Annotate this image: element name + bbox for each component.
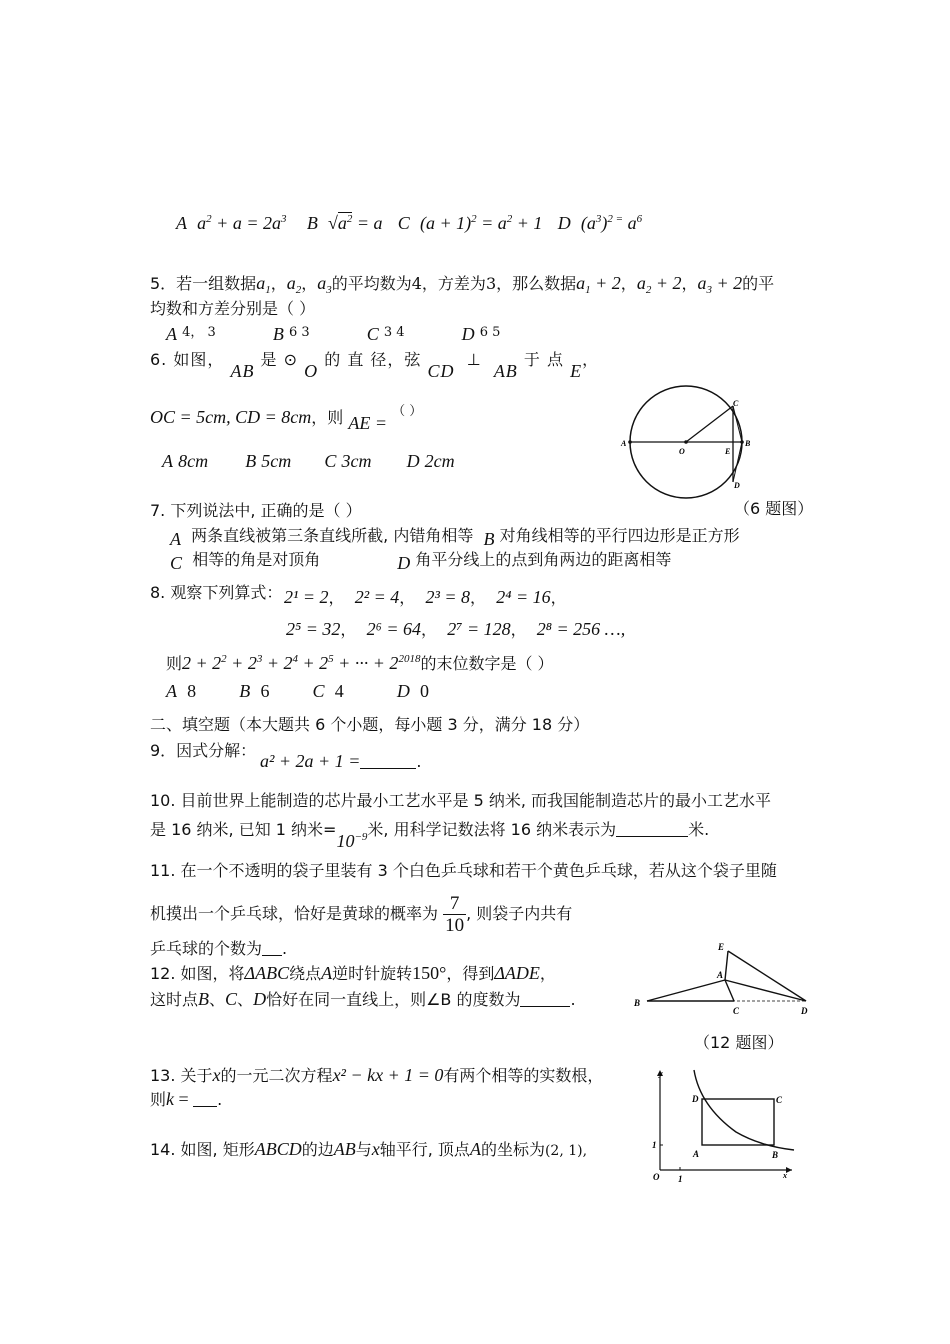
- q11-answer-blank[interactable]: [262, 941, 282, 956]
- q11-fraction: $\frac{7}{10}$: [445, 893, 465, 936]
- q13-line2: 则k = .: [150, 1089, 223, 1109]
- fig12-label-B: B: [634, 998, 641, 1008]
- fig14-label-1y: 1: [652, 1140, 657, 1150]
- q9-expr: a² + 2a + 1 = .: [260, 751, 422, 771]
- q11-line2: 机摸出一个乒乓球，恰好是黄球的概率为 $\frac{7}{10}$ , 则袋子内共有: [150, 893, 573, 936]
- q9-answer-blank[interactable]: [360, 754, 416, 769]
- fig14-label-1x: 1: [678, 1174, 683, 1184]
- fig6-label-C: C: [733, 399, 739, 408]
- q8-stem: 8. 观察下列算式：: [150, 583, 283, 602]
- q11-line3: 乒乓球的个数为 .: [150, 939, 288, 958]
- fig6-label-E: E: [725, 447, 731, 456]
- fig14-label-O: O: [653, 1172, 660, 1182]
- fig14-label-C: C: [776, 1095, 783, 1105]
- q5-options: A $^{4, 3}$ B $^{6 3}$ C $^{3 4}$ D $^{6 5}$: [166, 324, 501, 344]
- figure-12-caption: （12 题图）: [694, 1033, 784, 1052]
- q8-row2: 2⁵ = 32， 2⁶ = 64， 2⁷ = 128， 2⁸ = 256 …,: [286, 619, 626, 639]
- q10-line2: 是 16 纳米, 已知 1 纳米$=10^{-9}$米, 用科学记数法将 16 纳米表示为 米.: [150, 820, 710, 851]
- figure-6-circle: [616, 384, 766, 506]
- q12-line2: 这时点B、C、D恰好在同一直线上，则∠B 的度数为 .: [150, 989, 576, 1009]
- q6-condition: OC = 5cm, CD = 8cm，则 AE = （ ）: [150, 404, 423, 433]
- q7-stem: 7. 下列说法中, 正确的是（ ）: [150, 501, 362, 520]
- fig6-label-O: O: [679, 447, 685, 456]
- q10-line1: 10. 目前世界上能制造的芯片最小工艺水平是 5 纳米, 而我国能制造芯片的最小工艺水平: [150, 791, 772, 810]
- q8-options: A 8 B 6 C 4 D 0: [166, 681, 429, 701]
- q8-row1: 2¹ = 2， 2² = 4， 2³ = 8， 2⁴ = 16，: [284, 587, 567, 607]
- fig12-label-D: D: [801, 1006, 808, 1016]
- q12-line1: 12. 如图，将ΔABC绕点A逆时针旋转150°，得到ΔADE，: [150, 963, 556, 983]
- q7-options-cd: C 相等的角是对顶角 D 角平分线上的点到角两边的距离相等: [170, 550, 672, 573]
- fig12-label-A: A: [717, 970, 724, 980]
- q12-answer-blank[interactable]: [520, 992, 570, 1007]
- q8-question: 则$2 + 2^2 + 2^3 + 2^4 + 2^5$ + ··· + $2^{2018}$的末位数字是（ ）: [166, 653, 554, 673]
- fig12-label-E: E: [718, 942, 725, 952]
- q7-options-ab: A 两条直线被第三条直线所截, 内错角相等 B 对角线相等的平行四边形是正方形: [170, 526, 740, 549]
- fig14-label-x: x: [783, 1171, 787, 1180]
- fig6-label-B: B: [745, 439, 751, 448]
- q10-answer-blank[interactable]: [616, 822, 688, 837]
- figure-6-caption: （6 题图）: [734, 499, 814, 518]
- fig14-label-B: B: [772, 1150, 779, 1160]
- fig14-label-A: A: [693, 1149, 700, 1159]
- fig6-label-D: D: [734, 481, 740, 490]
- q5-line2: 均数和方差分别是（ ）: [150, 299, 316, 318]
- q4-options: A $a^2 + a = 2a^3$ B $√a^2 = a$ C $(a + 1)^2 = a^2 + 1$ D $(a^3)^{2 =}$ $a^6$: [176, 213, 643, 233]
- fig6-label-A: A: [621, 439, 627, 448]
- section-2-heading: 二、填空题（本大题共 6 个小题，每小题 3 分，满分 18 分）: [150, 715, 590, 734]
- q6-options: A 8cm B 5cm C 3cm D 2cm: [162, 451, 455, 471]
- fig14-label-D: D: [692, 1094, 699, 1104]
- figure-12-triangles: [630, 938, 814, 1018]
- q6-line1: 6. 如图， AB 是 ⊙ O 的 直 径，弦 CD ⊥ AB 于 点 E，: [150, 350, 600, 381]
- q13-answer-blank[interactable]: [193, 1092, 217, 1107]
- q9-stem: 9．因式分解：: [150, 741, 257, 760]
- q5-line1: 5．若一组数据$a_1$，$a_2$，$a_3$的平均数为4，方差为3，那么数据$a_1 + 2$，$a_2 + 2$，$a_3 + 2$的平: [150, 273, 775, 296]
- q11-line1: 11. 在一个不透明的袋子里装有 3 个白色乒乓球和若干个黄色乒乓球，若从这个袋子里随: [150, 861, 777, 880]
- q13-line1: 13. 关于x的一元二次方程x² − kx + 1 = 0有两个相等的实数根，: [150, 1065, 604, 1085]
- fig14-label-y: y: [659, 1069, 663, 1078]
- q14-line1: 14. 如图, 矩形ABCD的边AB与x轴平行, 顶点A的坐标为(2, 1),: [150, 1139, 588, 1159]
- figure-14-coordinate-rectangle: [650, 1066, 800, 1186]
- fig12-label-C: C: [733, 1006, 740, 1016]
